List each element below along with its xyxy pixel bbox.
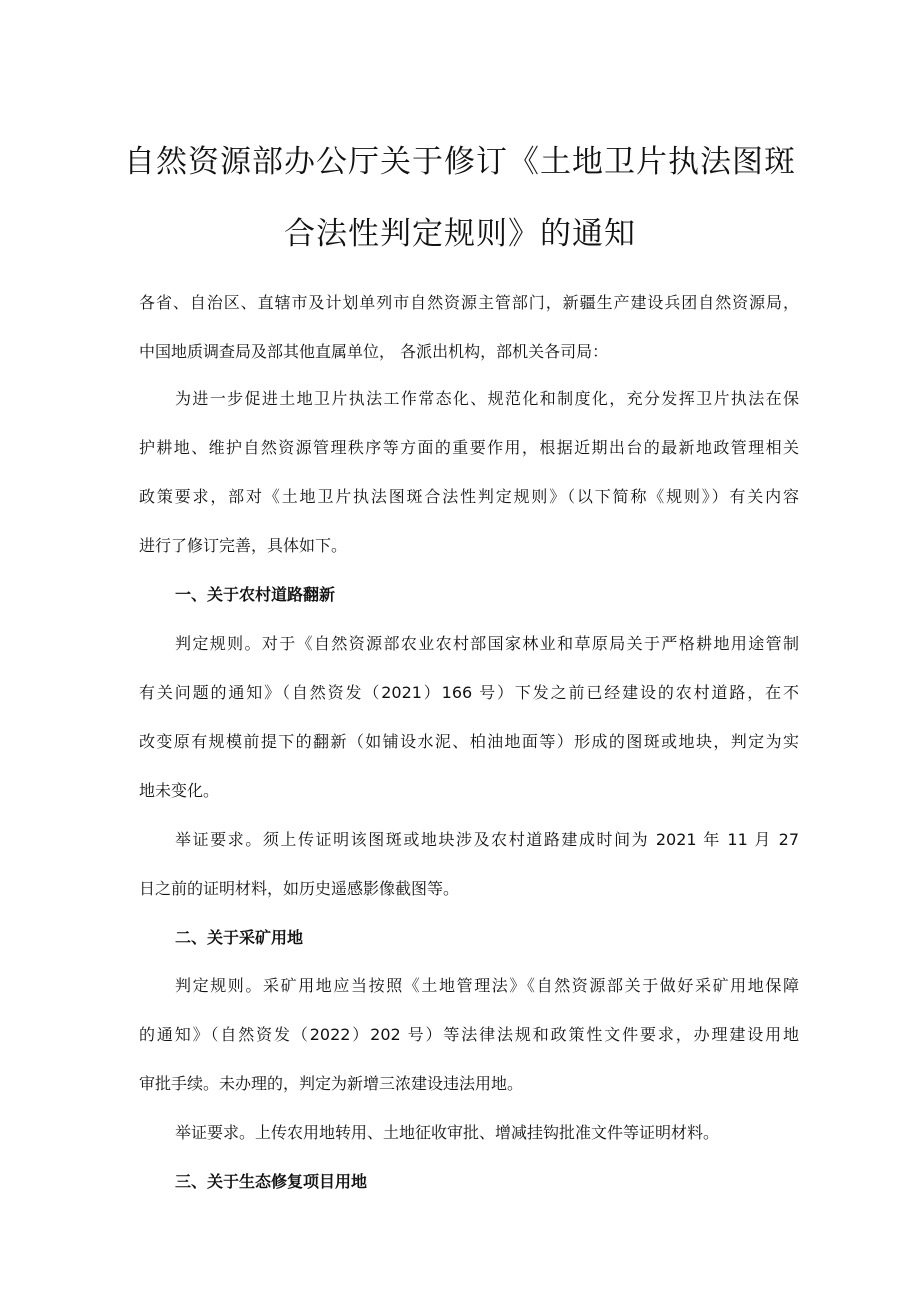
addressee-line-2: 中国地质调查局及部其他直属单位， 各派出机构，部机关各司局： — [139, 342, 609, 361]
section-1-evidence-line-2: 日之前的证明材料，如历史遥感影像截图等。 — [139, 879, 460, 898]
section-2-rule-line-3: 审批手续。未办理的，判定为新增三浓建设违法用地。 — [139, 1074, 524, 1093]
section-1-rule-line-2: 有关问题的通知》（自然资发（2021）166 号）下发之前已经建设的农村道路，在不 — [139, 683, 799, 702]
section-2-rule-line-1: 判定规则。采矿用地应当按照《土地管理法》《自然资源部关于做好采矿用地保障 — [175, 976, 799, 995]
addressee-line-1: 各省、自治区、直辖市及计划单列市自然资源主管部门，新疆生产建设兵团自然资源局， — [139, 293, 799, 312]
document-title-line-2: 合法性判定规则》的通知 — [284, 216, 636, 252]
intro-line-1: 为进一步促进土地卫片执法工作常态化、规范化和制度化，充分发挥卫片执法在保 — [175, 389, 799, 408]
intro-line-4: 进行了修订完善，具体如下。 — [139, 536, 348, 555]
intro-line-3: 政策要求，部对《土地卫片执法图斑合法性判定规则》（以下简称《规则》）有关内容 — [139, 487, 799, 506]
document-title-line-1: 自然资源部办公厅关于修订《土地卫片执法图斑 — [124, 144, 796, 180]
section-1-heading: 一、关于农村道路翻新 — [175, 585, 336, 604]
section-2-heading: 二、关于采矿用地 — [175, 928, 304, 947]
section-1-rule-line-3: 改变原有规模前提下的翻新（如铺设水泥、柏油地面等）形成的图斑或地块，判定为实 — [139, 732, 799, 751]
section-1-rule-line-1: 判定规则。对于《自然资源部农业农村部国家林业和草原局关于严格耕地用途管制 — [175, 634, 799, 653]
section-1-evidence-line-1: 举证要求。须上传证明该图斑或地块涉及农村道路建成时间为 2021 年 11 月 27 — [175, 830, 799, 849]
section-2-rule-line-2: 的通知》（自然资发（2022）202 号）等法律法规和政策性文件要求，办理建设用地 — [139, 1025, 799, 1044]
section-3-heading: 三、关于生态修复项目用地 — [175, 1172, 368, 1191]
section-2-evidence-line-1: 举证要求。上传农用地转用、土地征收审批、增减挂钩批准文件等证明材料。 — [175, 1123, 720, 1142]
intro-line-2: 护耕地、维护自然资源管理秩序等方面的重要作用，根据近期出台的最新地政管理相关 — [139, 438, 799, 457]
section-1-rule-line-4: 地未变化。 — [139, 781, 220, 800]
